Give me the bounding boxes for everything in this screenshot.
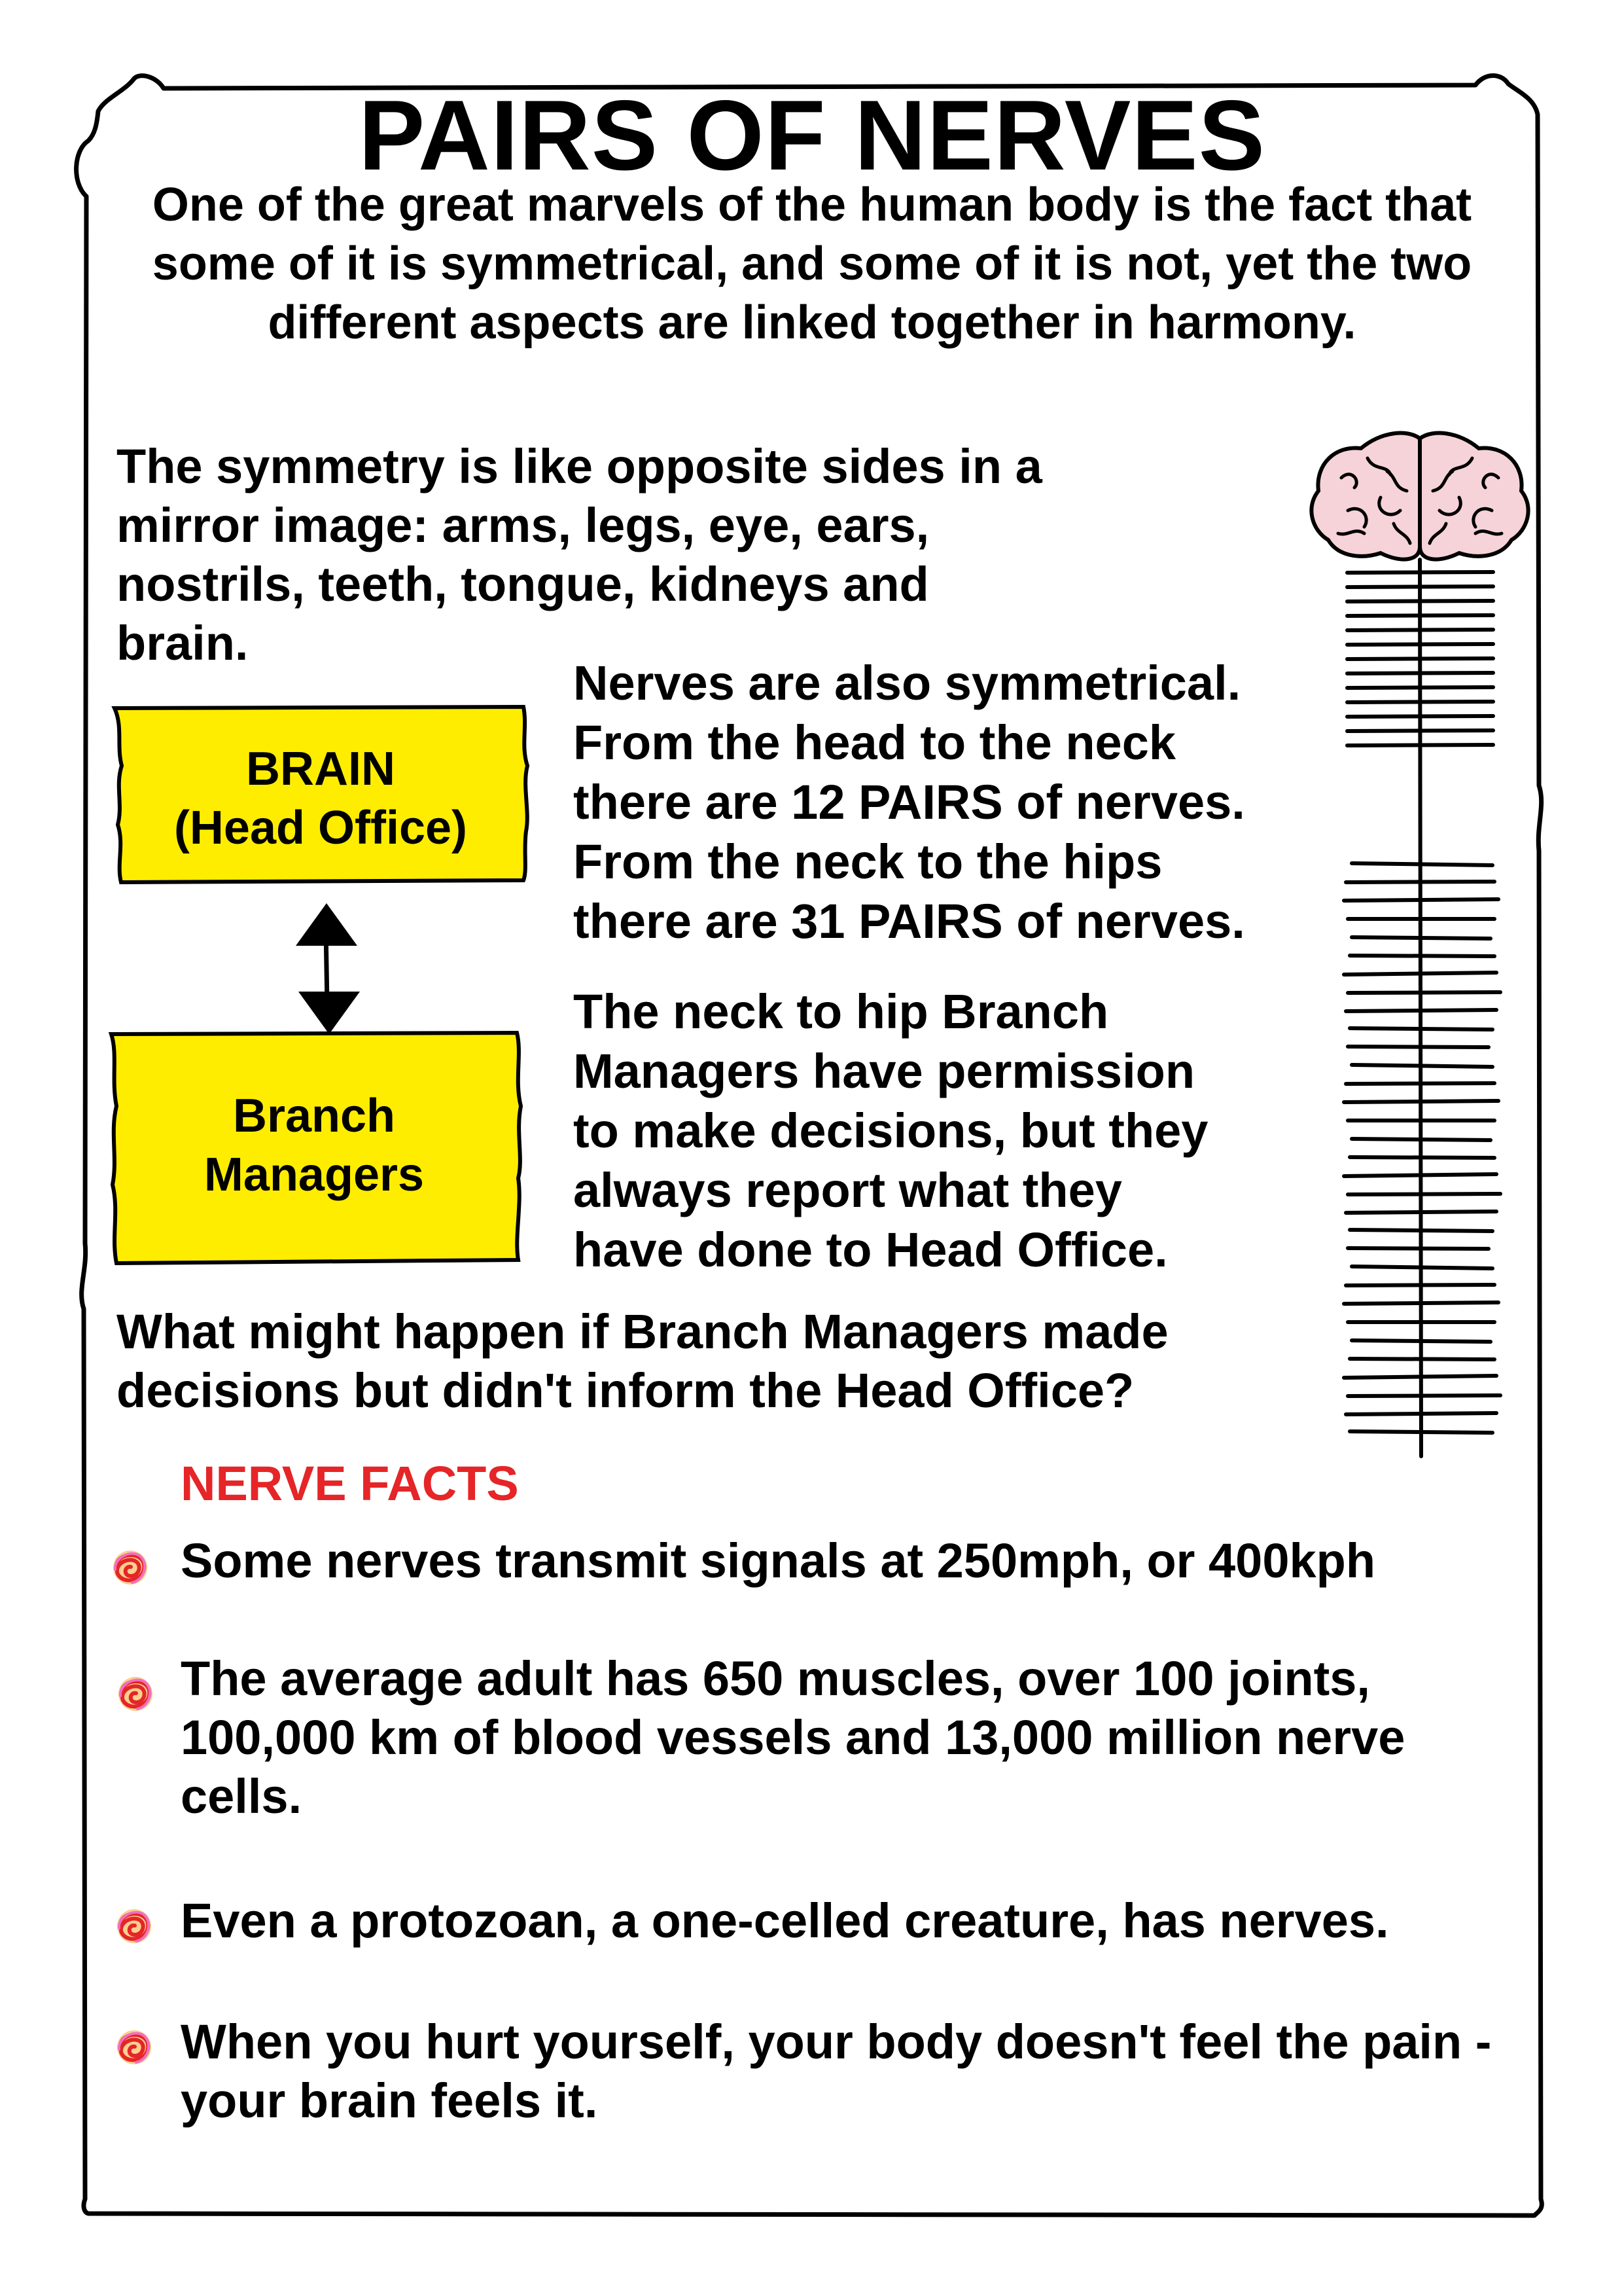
- nerve-pair: [1352, 1266, 1492, 1268]
- brain-icon: [1311, 433, 1528, 560]
- nerves-line: there are 12 PAIRS of nerves.: [573, 775, 1245, 829]
- branch-line: Managers have permission: [573, 1044, 1195, 1098]
- nerve-pair: [1347, 658, 1493, 659]
- nerve-pair: [1352, 1340, 1491, 1342]
- nerve-pair: [1347, 615, 1493, 616]
- nerves-line: there are 31 PAIRS of nerves.: [573, 894, 1245, 948]
- nerve-pair: [1352, 937, 1491, 939]
- nerve-pair: [1348, 992, 1500, 993]
- nerve-pair: [1347, 730, 1493, 731]
- symmetry-paragraph: The symmetry is like opposite sides in a mirror image: arms, legs, eye, ears, nostrils, teeth, tongue, kidneys and brain.: [116, 439, 1042, 670]
- nerve-pair: [1352, 863, 1492, 865]
- nerve-pair: [1347, 716, 1493, 717]
- nerve-pair: [1348, 1395, 1500, 1396]
- fact-item: Even a protozoan, a one-celled creature, has nerves.: [181, 1893, 1389, 1948]
- nerve-pair: [1350, 1028, 1492, 1030]
- branch-box-line1: Branch: [232, 1090, 396, 1142]
- red-scribble-bullet-icon: [113, 2026, 156, 2069]
- nerve-pair: [1346, 1010, 1496, 1011]
- brain-box-subtitle: (Head Office): [173, 802, 468, 854]
- nerve-pair: [1347, 644, 1493, 645]
- fact-item: When you hurt yourself, your body doesn't feel the pain - your brain feels it.: [181, 2015, 1492, 2128]
- nerve-pair: [1346, 1211, 1496, 1213]
- nerve-pair: [1352, 1065, 1492, 1067]
- nerve-pair: [1350, 1157, 1494, 1158]
- nerve-pair: [1344, 899, 1498, 901]
- nerves-line: From the neck to the hips: [573, 834, 1163, 889]
- red-scribble-bullet-icon: [114, 1672, 157, 1715]
- branch-box-line2: Managers: [203, 1149, 425, 1201]
- branch-managers-box-label: [105, 1086, 523, 1204]
- nerve-pair: [1350, 1230, 1492, 1231]
- nerves-line: Nerves are also symmetrical.: [573, 656, 1241, 710]
- nerve-pair: [1347, 687, 1493, 688]
- nerve-pair: [1348, 1248, 1489, 1249]
- branch-line: to make decisions, but they: [573, 1103, 1209, 1158]
- discussion-question: What might happen if Branch Managers made decisions but didn't inform the Head Office?: [116, 1304, 1169, 1418]
- nerve-pair: [1344, 1174, 1496, 1176]
- nerve-pair: [1346, 1083, 1494, 1084]
- fact-item: The average adult has 650 muscles, over 100 joints, 100,000 km of blood vessels and 13,000 million nerve cells.: [181, 1651, 1405, 1823]
- facts-heading: NERVE FACTS: [181, 1456, 519, 1511]
- branch-managers-paragraph: [573, 982, 1332, 1280]
- branch-line: The neck to hip Branch: [573, 984, 1109, 1039]
- nerve-pair: [1352, 1139, 1491, 1140]
- nerve-pair: [1346, 1413, 1496, 1414]
- double-arrow-icon: [296, 903, 360, 1034]
- intro-paragraph: One of the great marvels of the human body is the fact that some of it is symmetrical, and some of it is not, yet the two different aspects are linked together in harmony.: [152, 179, 1472, 349]
- nerve-pair: [1344, 1101, 1498, 1102]
- nerves-line: From the head to the neck: [573, 715, 1176, 770]
- branch-line: always report what they: [573, 1163, 1122, 1217]
- brain-box-label: [111, 740, 530, 857]
- nerve-pair: [1344, 1376, 1496, 1378]
- red-scribble-bullet-icon: [113, 1905, 156, 1948]
- nerve-pair: [1347, 572, 1493, 573]
- fact-item: Some nerves transmit signals at 250mph, or 400kph: [181, 1534, 1376, 1588]
- nerves-paragraph: [573, 653, 1358, 951]
- spinal-nerves-icon: [1344, 560, 1500, 1456]
- branch-line: have done to Head Office.: [573, 1223, 1168, 1277]
- nerve-pair: [1350, 1431, 1492, 1433]
- red-scribble-bullet-icon: [109, 1546, 152, 1589]
- page-title: PAIRS OF NERVES: [358, 80, 1266, 191]
- brain-box-title: BRAIN: [246, 743, 395, 795]
- nerve-pair: [1347, 586, 1493, 587]
- nerve-pair: [1344, 1302, 1498, 1304]
- nerve-pair: [1344, 973, 1496, 975]
